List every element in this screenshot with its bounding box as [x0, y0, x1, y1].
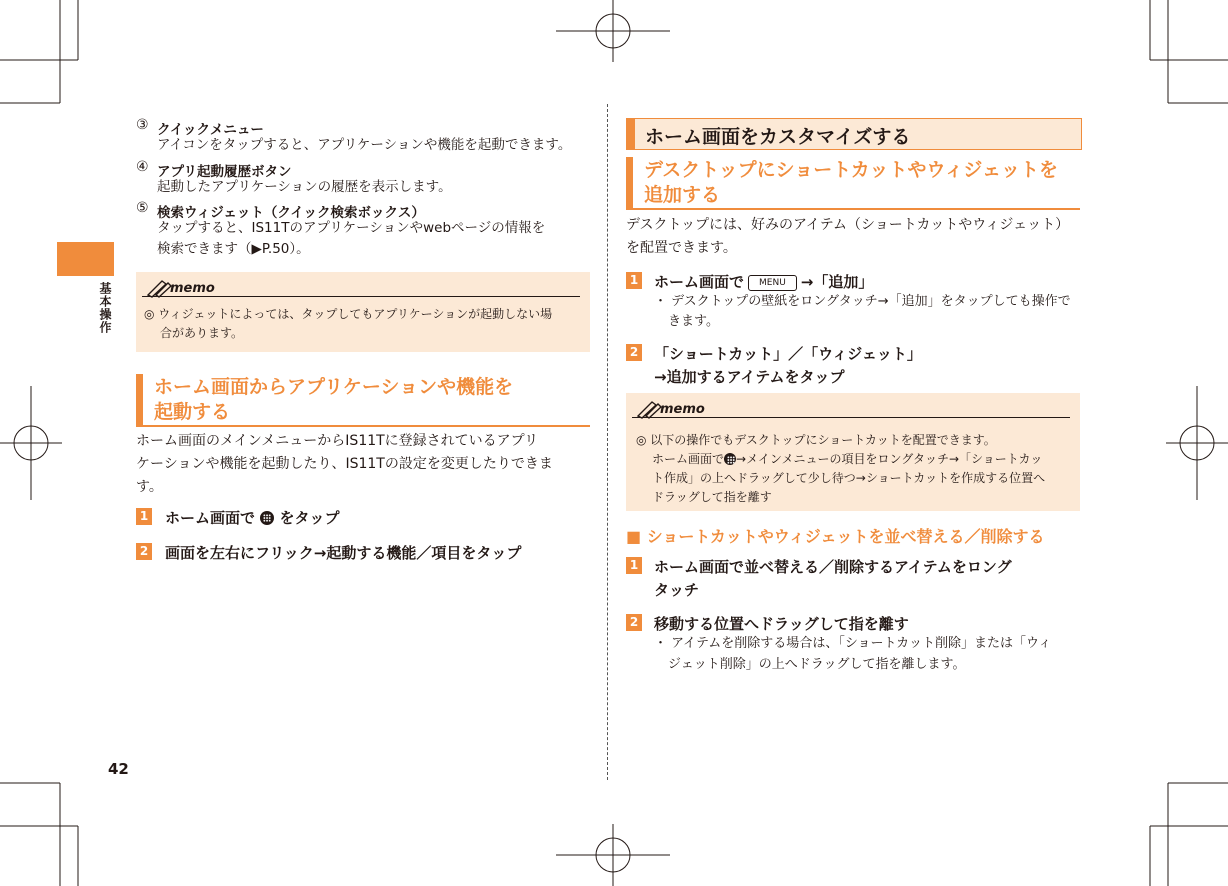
chapter-tab — [57, 242, 114, 276]
main-title: ホーム画面をカスタマイズする — [645, 126, 911, 148]
memo-text: ドラッグして指を離す — [652, 490, 772, 504]
list-item-title: クイックメニュー — [157, 122, 264, 138]
list-item-desc: 検索できます（▶P.50）。 — [157, 241, 310, 257]
memo-text: ト作成」の上へドラッグして少し待つ→ショートカットを作成する位置へ — [652, 471, 1046, 485]
memo-text — [652, 450, 1042, 469]
step-number: 1 — [626, 557, 642, 574]
menu-key-icon: MENU — [748, 275, 797, 291]
column-divider — [607, 104, 608, 780]
list-item-desc: 起動したアプリケーションの履歴を表示します。 — [157, 179, 452, 195]
memo-box — [626, 393, 1080, 511]
page-number: 42 — [108, 760, 129, 778]
section-title: デスクトップにショートカットやウィジェットを — [644, 159, 1059, 181]
section-bar — [136, 374, 143, 426]
memo-rule — [142, 296, 580, 297]
step-number: 2 — [626, 344, 642, 361]
memo-text: ◎ ウィジェットによっては、タップしてもアプリケーションが起動しない場 — [144, 307, 553, 321]
section-bar — [626, 157, 633, 209]
body-text: す。 — [136, 479, 163, 495]
chapter-label: 基本操作 — [98, 282, 112, 334]
bullet-text: きます。 — [668, 314, 719, 329]
step-text — [165, 507, 340, 528]
step-text-part: →「追加」 — [800, 273, 874, 291]
main-heading — [626, 118, 1082, 150]
step-text: 移動する位置へドラッグして指を離す — [654, 615, 909, 633]
step-number: 2 — [136, 543, 152, 560]
section-title: ホーム画面からアプリケーションや機能を — [154, 376, 514, 398]
section-heading — [136, 374, 590, 426]
grid-menu-icon — [724, 453, 736, 465]
step-text: 画面を左右にフリック→起動する機能／項目をタップ — [165, 544, 522, 562]
memo-text: 合があります。 — [160, 326, 244, 340]
memo-label: memo — [170, 281, 215, 296]
body-text: デスクトップには、好みのアイテム（ショートカットやウィジェット） — [626, 217, 1070, 233]
memo-label: memo — [660, 402, 705, 417]
list-item-title: 検索ウィジェット（クイック検索ボックス） — [157, 205, 425, 221]
bullet-text: ・ アイテムを削除する場合は、「ショートカット削除」または「ウィ — [654, 636, 1052, 651]
list-item-title: アプリ起動履歴ボタン — [157, 164, 292, 180]
bullet-text: ジェット削除」の上へドラッグして指を離します。 — [668, 657, 966, 672]
grid-menu-icon — [260, 511, 274, 525]
step-text-part: ホーム画面で — [165, 509, 256, 527]
memo-box — [136, 272, 590, 352]
list-item-desc: アイコンをタップすると、アプリケーションや機能を起動できます。 — [157, 137, 572, 153]
memo-text-part: ホーム画面で — [652, 452, 725, 466]
main-heading-bar — [627, 119, 635, 149]
list-item-number: ⑤ — [136, 200, 149, 216]
memo-text-part: →メインメニューの項目をロングタッチ→「ショートカッ — [736, 452, 1043, 466]
subsection-title: ■ ショートカットやウィジェットを並べ替える／削除する — [626, 527, 1045, 546]
section-title: 起動する — [154, 401, 231, 423]
section-rule — [136, 425, 590, 427]
step-number: 1 — [136, 508, 152, 525]
section-rule — [626, 208, 1080, 210]
list-item-number: ③ — [136, 117, 149, 133]
memo-text: ◎ 以下の操作でもデスクトップにショートカットを配置できます。 — [636, 433, 996, 447]
memo-rule — [632, 417, 1070, 418]
step-text — [654, 271, 873, 292]
step-text: →追加するアイテムをタップ — [654, 368, 845, 386]
step-text: 「ショートカット」／「ウィジェット」 — [654, 345, 922, 363]
list-item-number: ④ — [136, 159, 149, 175]
body-text: を配置できます。 — [626, 240, 737, 256]
body-text: ホーム画面のメインメニューからIS11Tに登録されているアプリ — [136, 433, 539, 449]
step-text: タッチ — [654, 581, 700, 599]
body-text: ケーションや機能を起動したり、IS11Tの設定を変更したりできま — [136, 456, 553, 472]
section-heading — [626, 157, 1080, 209]
step-text: ホーム画面で並べ替える／削除するアイテムをロング — [654, 558, 1012, 576]
step-number: 1 — [626, 272, 642, 289]
list-item-desc: タップすると、IS11Tのアプリケーションやwebページの情報を — [157, 220, 546, 236]
step-text-part: をタップ — [279, 509, 340, 527]
step-number: 2 — [626, 614, 642, 631]
section-title: 追加する — [644, 184, 721, 206]
step-text-part: ホーム画面で — [654, 273, 745, 291]
bullet-text: ・ デスクトップの壁紙をロングタッチ→「追加」をタップしても操作で — [654, 294, 1071, 309]
